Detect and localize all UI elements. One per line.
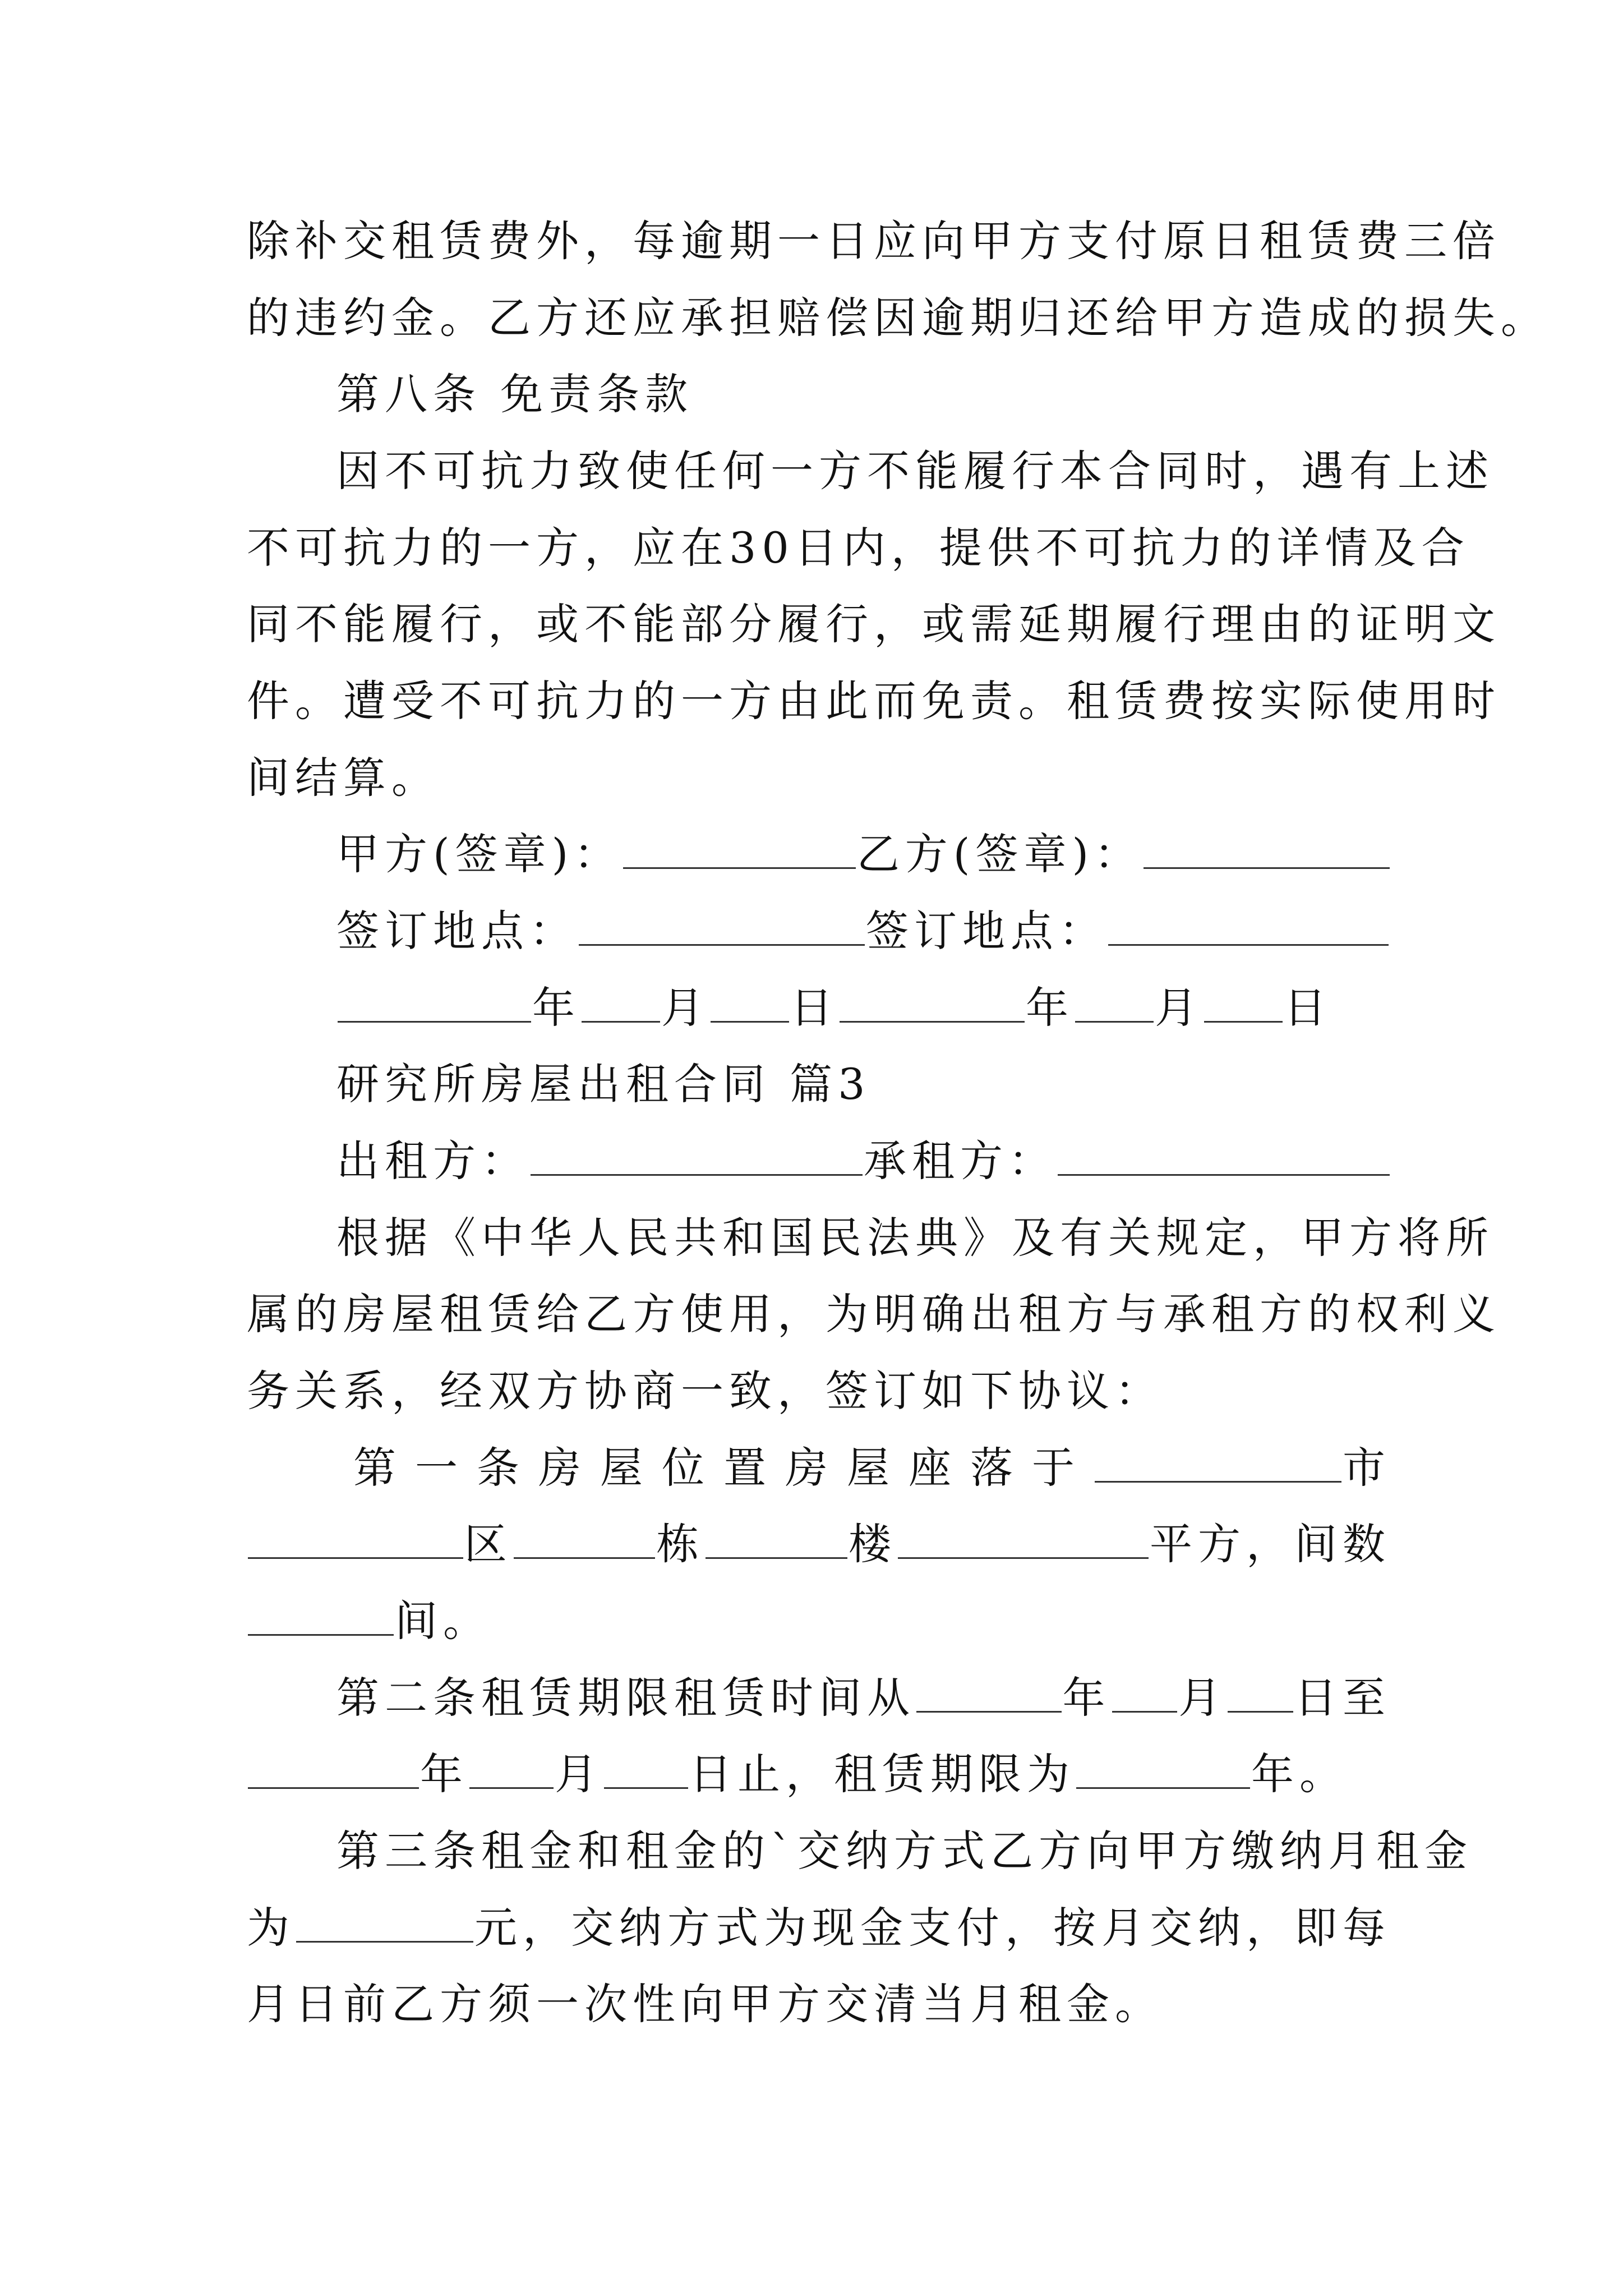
floor-label: 楼	[849, 1519, 897, 1569]
lessor-label: 出租方：	[336, 1136, 529, 1186]
article-2-end-row	[247, 1743, 1391, 1805]
article-1-text: 第一条房屋位置房屋座落于	[353, 1443, 1094, 1493]
article-3-amount-row	[247, 1897, 1391, 1959]
address-blank[interactable]	[1095, 1441, 1341, 1483]
day-blank[interactable]	[711, 981, 789, 1023]
city-blank[interactable]	[248, 1517, 463, 1559]
article-1-address-row	[247, 1513, 1391, 1575]
place-b-label: 签订地点：	[866, 906, 1107, 956]
date-row	[336, 977, 1391, 1039]
start-month-blank[interactable]	[1112, 1671, 1178, 1713]
signature-row	[336, 823, 1391, 885]
term-blank[interactable]	[1076, 1747, 1250, 1789]
rooms-blank[interactable]	[248, 1594, 394, 1636]
day-to-label: 日至	[1294, 1673, 1391, 1723]
article-2-text: 第二条租赁期限租赁时间从	[336, 1673, 915, 1723]
end-day-blank[interactable]	[604, 1747, 688, 1789]
place-a-blank[interactable]	[579, 904, 865, 946]
building-blank[interactable]	[706, 1517, 847, 1559]
month-blank[interactable]	[1075, 981, 1154, 1023]
year-label: 年	[532, 983, 580, 1033]
city-label: 市	[1343, 1443, 1391, 1493]
district-blank[interactable]	[514, 1517, 656, 1559]
lessor-blank[interactable]	[531, 1134, 863, 1176]
article-3-text: 第三条租金和租金的`交纳方式乙方向甲方缴纳月租金	[336, 1826, 1473, 1876]
party-b-sign-blank[interactable]	[1144, 827, 1390, 869]
start-day-blank[interactable]	[1228, 1671, 1293, 1713]
year-end-label: 年。	[1251, 1749, 1348, 1799]
area-blank[interactable]	[898, 1517, 1149, 1559]
month-blank[interactable]	[582, 981, 660, 1023]
text-line: 不可抗力的一方，应在30日内，提供不可抗力的详情及合	[247, 523, 1470, 573]
party-b-sign-label: 乙方(签章)：	[856, 829, 1143, 879]
amount-suffix: 元，交纳方式为现金支付，按月交纳，即每	[474, 1903, 1391, 1953]
party-a-sign-label: 甲方(签章)：	[336, 829, 623, 879]
year-label: 年	[420, 1749, 468, 1799]
text-line: 务关系，经双方协商一致，签订如下协议：	[247, 1366, 1163, 1416]
day-label: 日	[1284, 983, 1332, 1033]
until-label: 日止，租赁期限为	[689, 1749, 1075, 1799]
party-a-sign-blank[interactable]	[623, 827, 856, 869]
amount-prefix: 为	[247, 1903, 295, 1953]
text-line: 因不可抗力致使任何一方不能履行本合同时，遇有上述	[336, 446, 1494, 496]
text-line: 间结算。	[247, 753, 440, 803]
place-a-label: 签订地点：	[336, 906, 578, 956]
signing-place-row	[336, 900, 1391, 962]
lessee-blank[interactable]	[1058, 1134, 1390, 1176]
month-label: 月	[1155, 983, 1203, 1033]
text-line: 月日前乙方须一次性向甲方交清当月租金。	[247, 1979, 1163, 2029]
text-line: 除补交租赁费外，每逾期一日应向甲方支付原日租赁费三倍	[247, 216, 1501, 266]
district-label: 区	[464, 1519, 513, 1569]
rent-amount-blank[interactable]	[296, 1901, 473, 1943]
end-month-blank[interactable]	[469, 1747, 554, 1789]
article-1-rooms-row	[247, 1590, 1391, 1652]
day-blank[interactable]	[1204, 981, 1283, 1023]
year-blank[interactable]	[338, 981, 531, 1023]
text-line: 属的房屋租赁给乙方使用，为明确出租方与承租方的权利义	[247, 1289, 1501, 1339]
parties-row	[336, 1130, 1391, 1192]
month-label: 月	[661, 983, 709, 1033]
year-label: 年	[1062, 1673, 1111, 1723]
day-label: 日	[790, 983, 838, 1033]
place-b-blank[interactable]	[1108, 904, 1389, 946]
month-label: 月	[555, 1749, 603, 1799]
rooms-label: 间。	[395, 1596, 491, 1646]
text-line: 同不能履行，或不能部分履行，或需延期履行理由的证明文	[247, 599, 1501, 649]
text-line: 件。遭受不可抗力的一方由此而免责。租赁费按实际使用时	[247, 676, 1501, 726]
end-year-blank[interactable]	[248, 1747, 419, 1789]
article-1-row	[353, 1437, 1391, 1499]
contract-title: 研究所房屋出租合同 篇3	[336, 1059, 871, 1109]
text-line: 根据《中华人民共和国民法典》及有关规定，甲方将所	[336, 1213, 1494, 1263]
section-heading: 第八条 免责条款	[336, 369, 694, 419]
lessee-label: 承租方：	[864, 1136, 1057, 1186]
text-line: 的违约金。乙方还应承担赔偿因逾期归还给甲方造成的损失。	[247, 293, 1549, 343]
building-label: 栋	[656, 1519, 705, 1569]
start-year-blank[interactable]	[916, 1671, 1062, 1713]
article-2-row	[336, 1667, 1391, 1729]
year-blank[interactable]	[840, 981, 1025, 1023]
year-label: 年	[1026, 983, 1074, 1033]
area-label: 平方，间数	[1150, 1519, 1391, 1569]
month-label: 月	[1178, 1673, 1227, 1723]
